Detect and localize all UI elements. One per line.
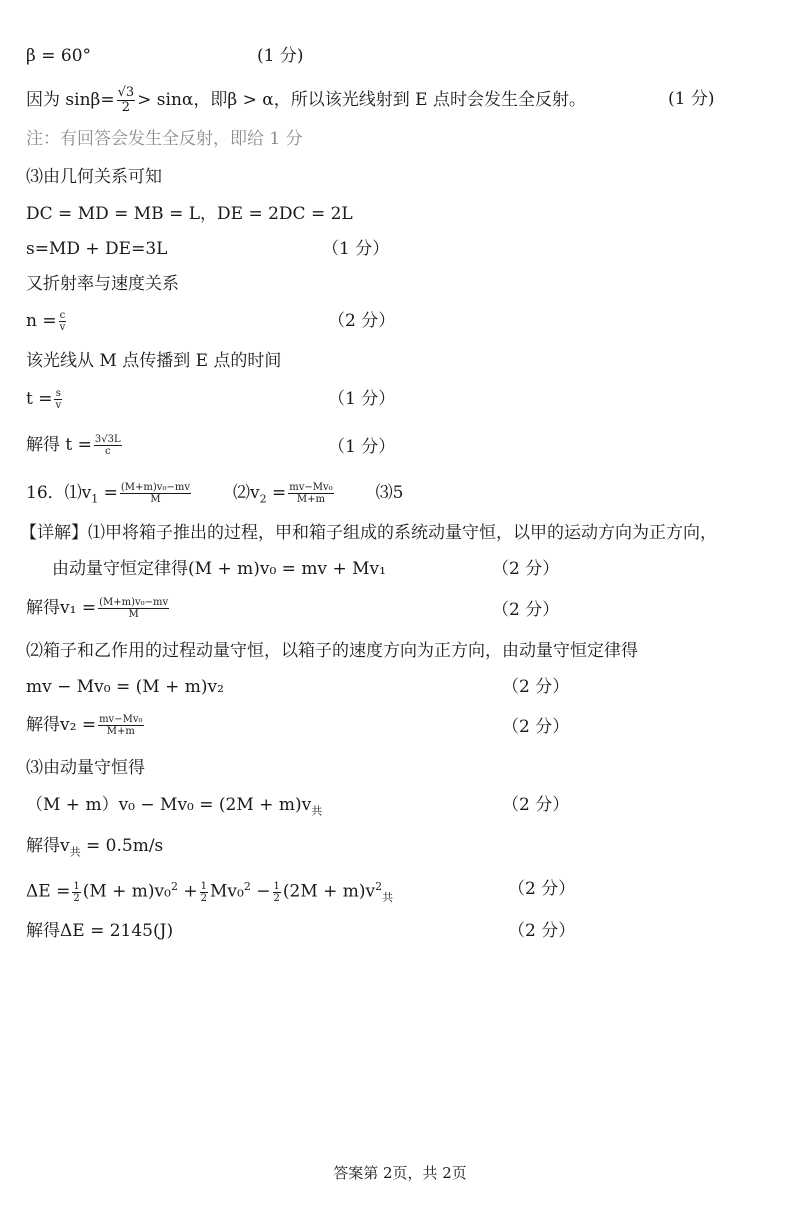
fraction	[98, 597, 169, 620]
numerator: mv−Mv₀	[289, 482, 333, 493]
superscript: 2	[243, 880, 251, 893]
detail-4: ⑵箱子和乙作用的过程动量守恒，以箱子的速度方向为正方向，由动量守恒定律得	[26, 641, 638, 661]
numerator: √3	[117, 85, 135, 100]
fraction	[72, 881, 80, 904]
subscript: 1	[91, 492, 99, 506]
text: 解得v	[26, 836, 70, 856]
numerator: s	[55, 388, 61, 399]
detail-7: ⑶由动量守恒得	[26, 758, 145, 778]
points-2: (1 分)	[668, 89, 715, 109]
fraction	[288, 482, 333, 505]
denominator: M+m	[296, 494, 326, 505]
fraction	[59, 310, 67, 333]
text: +	[177, 881, 198, 902]
fraction	[94, 434, 122, 457]
subscript: 共	[69, 845, 81, 859]
numerator: 3√3L	[94, 434, 121, 445]
fraction	[273, 881, 281, 904]
text: t =	[26, 389, 53, 409]
points-13: （2 分）	[508, 921, 576, 941]
text: 解得v₂ =	[26, 715, 97, 735]
denominator: 2	[121, 100, 131, 115]
line-beta: β = 60°	[26, 46, 92, 66]
numerator: (M+m)v₀−mv	[120, 482, 190, 493]
text: n =	[26, 311, 57, 331]
denominator: 2	[73, 892, 80, 904]
points-11: （2 分）	[502, 795, 570, 815]
line-total-reflection	[26, 86, 586, 115]
line-geometry: ⑶由几何关系可知	[26, 167, 162, 187]
text: Mv₀	[210, 881, 244, 902]
text: （M + m）v₀ − Mv₀ = (2M + m)v	[26, 795, 312, 815]
line-time-desc: 该光线从 M 点传播到 E 点的时间	[26, 351, 282, 371]
denominator: v	[59, 322, 66, 333]
text: 解得 t =	[26, 435, 92, 455]
detail-9	[26, 835, 163, 863]
text: (2M + m)v	[282, 881, 376, 902]
line-t-formula	[26, 388, 64, 411]
detail-5: mv − Mv₀ = (M + m)v₂	[26, 677, 224, 697]
numerator: 1	[200, 880, 208, 892]
text: −	[250, 881, 271, 902]
text: (M + m)v₀	[82, 881, 171, 902]
text: = 0.5m/s	[80, 836, 164, 856]
detail-2: 由动量守恒定律得(M + m)v₀ = mv + Mv₁	[52, 559, 386, 579]
numerator: 1	[273, 880, 280, 892]
fraction	[54, 388, 62, 411]
superscript: 2	[170, 880, 178, 893]
text: 因为 sinβ=	[26, 90, 115, 110]
fraction	[120, 482, 191, 505]
numerator: 1	[73, 880, 80, 892]
subscript: 共	[382, 891, 394, 905]
points-6: （1 分）	[328, 437, 396, 457]
denominator: M+m	[106, 726, 135, 737]
line-lengths: DC = MD = MB = L，DE = 2DC = 2L	[26, 204, 353, 224]
numerator: mv−Mv₀	[99, 714, 143, 725]
text: > sinα，即β > α，所以该光线射到 E 点时会发生全反射。	[137, 90, 586, 110]
line-n-formula	[26, 310, 68, 333]
text: ΔE =	[26, 881, 71, 902]
superscript: 2	[375, 880, 383, 893]
points-4: （2 分）	[328, 311, 396, 331]
question-16-answers	[26, 482, 404, 510]
detail-10	[26, 876, 393, 909]
denominator: v	[55, 400, 62, 411]
page-footer: 答案第 2页，共 2页	[333, 1164, 467, 1182]
points-3: （1 分）	[322, 239, 390, 259]
fraction	[200, 881, 208, 904]
detail-3	[26, 597, 171, 620]
points-12: （2 分）	[508, 879, 576, 899]
numerator: c	[59, 310, 66, 321]
text: 16．⑴v	[26, 483, 92, 503]
denominator: M	[150, 494, 161, 505]
subscript: 2	[259, 492, 267, 506]
line-refraction: 又折射率与速度关系	[26, 274, 179, 294]
points-8: （2 分）	[492, 600, 560, 620]
detail-11: 解得ΔE = 2145(J)	[26, 921, 174, 941]
text: =	[266, 483, 287, 503]
text: ⑶5	[375, 483, 404, 503]
denominator: M	[128, 609, 139, 620]
points-1: (1 分)	[257, 46, 304, 66]
fraction	[98, 714, 143, 737]
detail-8	[26, 794, 322, 822]
points-10: （2 分）	[502, 717, 570, 737]
denominator: 2	[273, 892, 280, 904]
fraction	[117, 86, 136, 115]
line-distance: s=MD + DE=3L	[26, 239, 168, 259]
points-9: （2 分）	[502, 677, 570, 697]
numerator: (M+m)v₀−mv	[99, 597, 169, 608]
points-7: （2 分）	[492, 559, 560, 579]
text: =	[98, 483, 118, 503]
denominator: c	[104, 446, 111, 457]
denominator: 2	[200, 892, 208, 904]
text: 解得v₁ =	[26, 598, 97, 618]
points-5: （1 分）	[328, 389, 396, 409]
subscript: 共	[311, 804, 323, 818]
text: ⑵v	[232, 483, 260, 503]
grading-note: 注：有回答会发生全反射，即给 1 分	[26, 129, 303, 149]
detail-6	[26, 714, 146, 737]
line-t-result	[26, 434, 124, 457]
detail-1: 【详解】⑴甲将箱子推出的过程，甲和箱子组成的系统动量守恒，以甲的运动方向为正方向，	[20, 523, 717, 543]
